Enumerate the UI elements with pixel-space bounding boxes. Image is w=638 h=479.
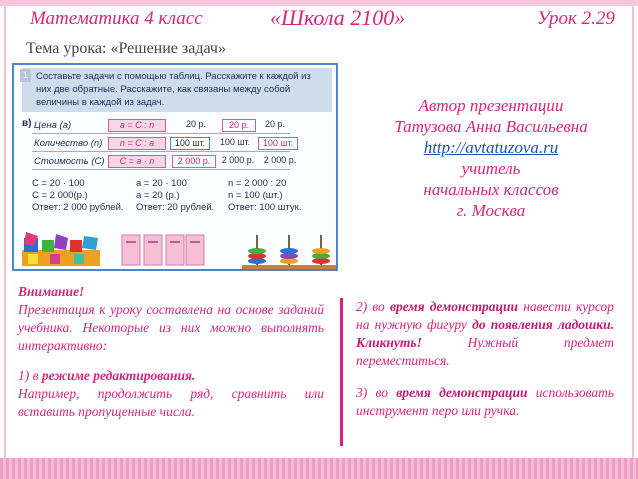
bottom-decorative-band — [0, 458, 638, 479]
subject-title: Математика 4 класс — [30, 8, 203, 29]
table-cell: 2 000 р. — [221, 155, 255, 165]
formula-box[interactable]: a = C : n — [108, 119, 166, 132]
solution-answer: Ответ: 100 штук. — [228, 202, 302, 213]
author-role: учитель — [461, 159, 521, 178]
row-label: Цена (а) — [34, 120, 72, 131]
textbook-page-image — [12, 63, 338, 271]
task-number: 1 — [20, 69, 31, 82]
solution-answer: Ответ: 20 рублей. — [136, 202, 215, 213]
solution-answer: Ответ: 2 000 рублей. — [32, 202, 124, 213]
demo-mode-paragraph: 2) во время демонстрации навести курсор на нужную фигуру до появления ладошки. Кликнуть! Нужный предмет переместиться. — [356, 299, 614, 368]
formula-box[interactable]: C = a · n — [108, 155, 166, 168]
solution-block — [228, 178, 301, 214]
solution-line: a = 20 (р.) — [136, 190, 180, 201]
solution-block — [136, 178, 214, 214]
formula-box[interactable]: n = C : a — [108, 137, 166, 150]
solution-line: С = 2 000(р.) — [32, 190, 88, 201]
vertical-divider — [340, 298, 343, 446]
abacus-illustration[interactable] — [242, 235, 336, 269]
row-label: Стоимость (С) — [34, 156, 105, 167]
left-border — [4, 6, 6, 458]
task-part: в) — [22, 118, 32, 129]
author-website-link[interactable]: http://avtatuzova.ru — [423, 138, 559, 157]
solution-line: n = 100 (шт.) — [228, 190, 283, 201]
pen-tool-paragraph: 3) во время демонстрации использовать инструмент перо или ручка. — [356, 385, 614, 418]
solution-line: n = 2 000 : 20 — [228, 178, 287, 189]
table-row — [32, 154, 297, 170]
author-role-detail: начальных классов — [423, 180, 559, 199]
right-border — [632, 6, 634, 458]
intro-paragraph: Презентация к уроку составлена на основе заданий учебника. Некоторые из них можно выполнять интерактивно: — [18, 302, 324, 353]
solution-line: a = 20 · 100 — [136, 178, 187, 189]
author-info — [356, 95, 626, 221]
table-cell: 20 р. — [185, 119, 207, 129]
edit-mode-line: 1) в режиме редактирования. — [18, 368, 196, 383]
attention-heading: Внимание! — [18, 284, 85, 299]
instructions-right — [356, 298, 614, 420]
table-cell[interactable]: 100 шт. — [170, 137, 210, 150]
solution-block — [32, 178, 124, 214]
table-cell: 100 шт. — [219, 137, 251, 147]
row-label: Количество (n) — [34, 138, 103, 149]
task-text: Составьте задачи с помощью таблиц. Расскажите к каждой из них две обратные. Расскажите, как связаны между собой величины в каждой из задач. — [22, 68, 332, 112]
table-cell: 2 000 р. — [263, 155, 297, 165]
school-title: «Школа 2100» — [270, 5, 406, 30]
lesson-number: Урок 2.29 — [537, 8, 615, 29]
table-cell[interactable]: 100 шт. — [258, 137, 298, 150]
number-cards-illustration[interactable] — [120, 233, 206, 269]
instructions-left — [18, 283, 324, 421]
author-name: Татузова Анна Васильевна — [394, 117, 588, 136]
table-cell[interactable]: 20 р. — [222, 119, 256, 132]
solution-line: С = 20 · 100 — [32, 178, 85, 189]
edit-mode-example: Например, продолжить ряд, сравнить или вставить пропущенные числа. — [18, 386, 324, 419]
table-cell: 20 р. — [264, 119, 286, 129]
author-heading: Автор презентации — [418, 96, 564, 115]
toys-illustration[interactable] — [20, 230, 102, 268]
table-row — [32, 136, 294, 152]
author-city: г. Москва — [456, 201, 526, 220]
table-cell[interactable]: 2 000 р. — [172, 155, 216, 168]
table-row — [32, 118, 290, 134]
lesson-topic: Тема урока: «Решение задач» — [26, 40, 226, 57]
